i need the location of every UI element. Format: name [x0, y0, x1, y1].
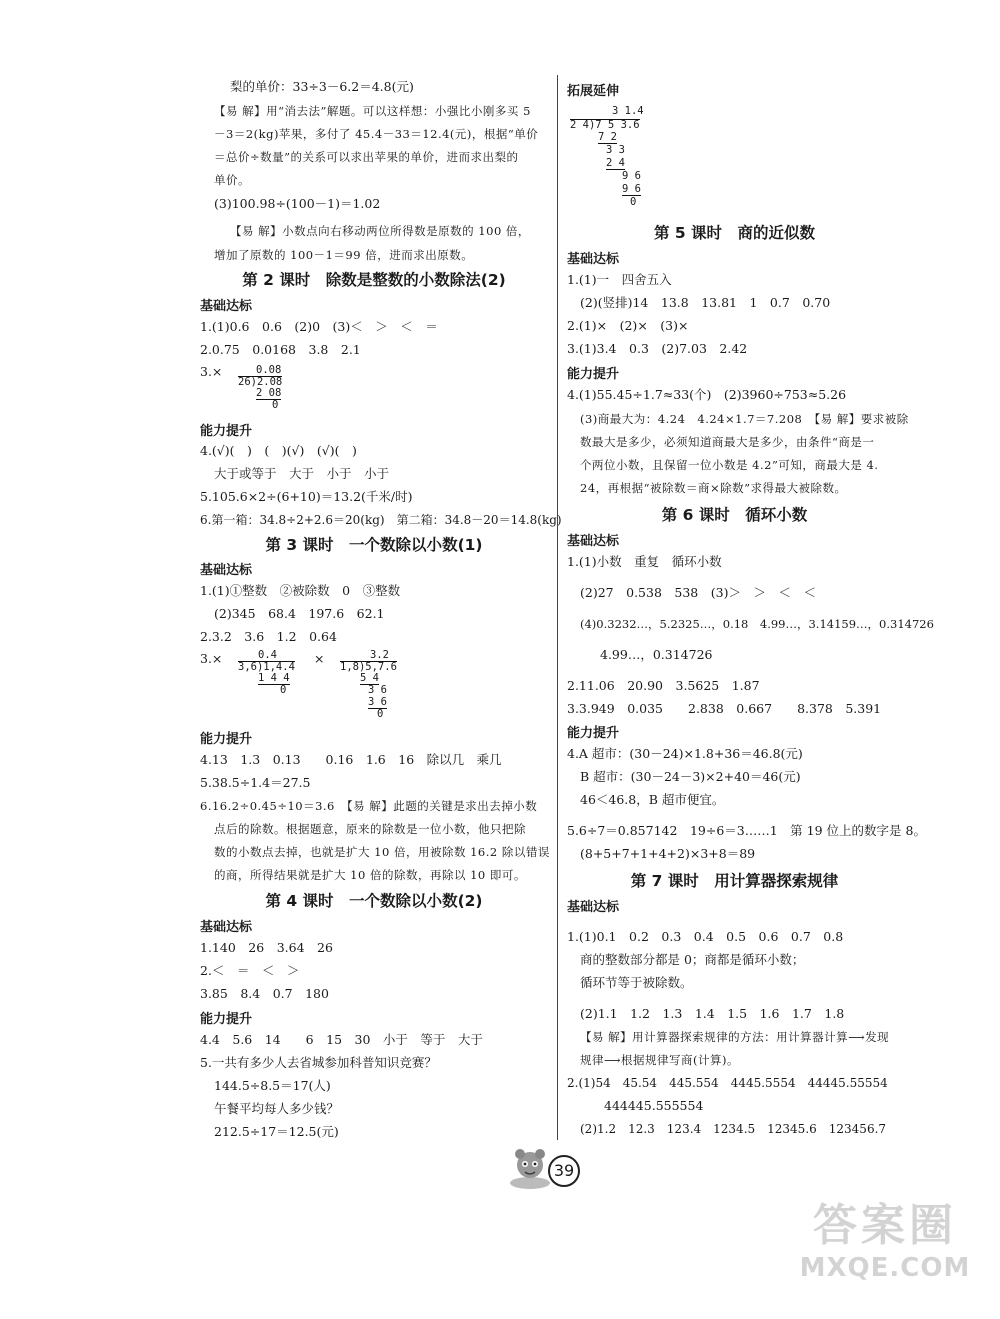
division-quotient: 3 1.4	[612, 105, 644, 117]
answer-line: 商的整数部分都是 0；商都是循环小数；	[580, 952, 805, 967]
section-heading: 能力提升	[200, 424, 253, 439]
division-remainder: 0	[377, 708, 384, 720]
answer-line: 2.(1)× (2)× (3)×	[567, 318, 689, 333]
answer-line: 4.13 1.3 0.13 0.16 1.6 16 除以几 乘几	[200, 752, 502, 767]
division-product: 2 4	[606, 157, 625, 169]
explanation-line: 点后的除数。根据题意，原来的除数是一位小数，他只把除	[214, 822, 526, 836]
answer-line: 1.(1)一 四舍五入	[567, 272, 672, 287]
answer-line: 梨的单价：33÷3－6.2＝4.8(元)	[230, 79, 414, 94]
section-heading: 基础达标	[567, 252, 620, 267]
division-product: 5 4	[360, 672, 379, 684]
explanation-line: －3＝2(kg)苹果，多付了 45.4－33＝12.4(元)，根据“单价	[214, 127, 539, 141]
answer-line: 46＜46.8，B 超市便宜。	[580, 792, 725, 807]
answer-line: 3.3.949 0.035 2.838 0.667 8.378 5.391	[567, 701, 882, 716]
section-heading: 能力提升	[567, 726, 620, 741]
explanation-line: 24，再根据“被除数＝商×除数”求得最大被除数。	[580, 481, 847, 495]
explanation-line: ＝总价÷数量”的关系可以求出苹果的单价，进而求出梨的	[214, 150, 519, 164]
explanation-line: 数的小数点去掉，也就是扩大 10 倍，用被除数 16.2 除以错误	[214, 845, 550, 859]
division-remainder: 0	[272, 399, 279, 411]
answer-line: (2)(竖排)14 13.8 13.81 1 0.7 0.70	[580, 295, 831, 310]
section-heading: 基础达标	[567, 900, 620, 915]
explanation-line: (3)商最大为：4.24 4.24×1.7＝7.208 【易 解】要求被除	[580, 412, 909, 426]
answer-line: 3.×	[200, 364, 223, 379]
answer-line: 4.(1)55.45÷1.7≈33(个) (2)3960÷753≈5.26	[567, 387, 847, 402]
answer-line: 1.(1)小数 重复 循环小数	[567, 554, 722, 569]
answer-line: 1.(1)①整数 ②被除数 0 ③整数	[200, 583, 401, 598]
answer-line: 4.A 超市：(30－24)×1.8+36＝46.8(元)	[567, 746, 803, 761]
explanation-line: 【易 解】小数点向右移动两位所得数是原数的 100 倍，	[230, 224, 530, 238]
mascot-icon	[508, 1145, 552, 1191]
answer-line: 5.105.6×2÷(6+10)＝13.2(千米/时)	[200, 489, 413, 504]
division-quotient: 3.2	[370, 649, 389, 661]
lesson-title: 第 5 课时 商的近似数	[653, 224, 816, 242]
section-heading: 能力提升	[200, 1012, 253, 1027]
explanation-line: 数最大是多少，必须知道商最大是多少，由条件“商是一	[580, 435, 875, 449]
division-quotient: 0.4	[258, 649, 277, 661]
answer-line: (8+5+7+1+4+2)×3+8＝89	[580, 846, 756, 861]
answer-line: (2)1.2 12.3 123.4 1234.5 12345.6 123456.7	[580, 1122, 887, 1136]
answer-line: 2.11.06 20.90 3.5625 1.87	[567, 678, 760, 693]
answer-line: 2.0.75 0.0168 3.8 2.1	[200, 342, 361, 357]
division-product: 9 6	[622, 183, 641, 195]
answer-line: (4)0.3232…，5.2325…，0.18 4.99…，3.14159…，0.314726	[580, 617, 934, 631]
lesson-title: 第 4 课时 一个数除以小数(2)	[265, 892, 483, 910]
division-remainder: 3 3	[606, 144, 625, 156]
answer-line: 444445.555554	[604, 1098, 704, 1113]
answer-line: 212.5÷17＝12.5(元)	[214, 1124, 339, 1139]
lesson-title: 第 6 课时 循环小数	[661, 506, 808, 524]
section-heading: 能力提升	[567, 367, 620, 382]
division-remainder: 0	[280, 684, 287, 696]
explanation-line: 增加了原数的 100－1＝99 倍，进而求出原数。	[214, 248, 474, 262]
answer-line: (2)345 68.4 197.6 62.1	[214, 606, 385, 621]
answer-line: 循环节等于被除数。	[580, 975, 693, 990]
division-remainder: 3 6	[368, 684, 387, 696]
answer-line: 5.一共有多少人去省城参加科普知识竞赛？	[200, 1055, 437, 1070]
answer-line: 1.(1)0.1 0.2 0.3 0.4 0.5 0.6 0.7 0.8	[567, 929, 844, 944]
answer-line: 2.3.2 3.6 1.2 0.64	[200, 629, 337, 644]
answer-mark: ×	[314, 651, 325, 666]
explanation-line: 规律⟶根据规律写商(计算)。	[580, 1053, 739, 1067]
answer-line: 2.(1)54 45.54 445.554 4445.5554 44445.55554	[567, 1076, 888, 1090]
answer-line: (2)1.1 1.2 1.3 1.4 1.5 1.6 1.7 1.8	[580, 1006, 845, 1021]
explanation-line: 6.16.2÷0.45÷10＝3.6 【易 解】此题的关键是求出去掉小数	[200, 799, 538, 813]
explanation-line: 【易 解】用“消去法”解题。可以这样想：小强比小刚多买 5	[214, 104, 531, 118]
answer-line: 4.(√)( ) ( )(√) (√)( )	[200, 443, 357, 458]
answer-line: 4.4 5.6 14 6 15 30 小于 等于 大于	[200, 1032, 483, 1047]
lesson-title: 第 7 课时 用计算器探索规律	[630, 872, 839, 890]
answer-line: 大于或等于 大于 小于 小于	[214, 466, 390, 481]
division-product: 2 08	[256, 387, 282, 399]
answer-line: 3.85 8.4 0.7 180	[200, 986, 329, 1001]
division-remainder: 9 6	[622, 170, 641, 182]
answer-line: 6.第一箱：34.8÷2+2.6＝20(kg) 第二箱：34.8－20＝14.8(kg)	[200, 513, 562, 527]
section-heading: 基础达标	[200, 299, 253, 314]
section-heading: 基础达标	[200, 563, 253, 578]
explanation-line: 个两位小数，且保留一位小数是 4.2”可知，商最大是 4.	[580, 458, 879, 472]
section-heading: 能力提升	[200, 732, 253, 747]
answer-line: 3.×	[200, 651, 223, 666]
answer-line: 5.38.5÷1.4＝27.5	[200, 775, 311, 790]
answer-line: 1.140 26 3.64 26	[200, 940, 333, 955]
section-heading: 基础达标	[200, 920, 253, 935]
answer-line: 144.5÷8.5＝17(人)	[214, 1078, 331, 1093]
lesson-title: 第 2 课时 除数是整数的小数除法(2)	[242, 271, 506, 289]
watermark-logo-text: 答案圈	[813, 1200, 957, 1251]
division-product: 1 4 4	[258, 672, 290, 684]
column-divider	[557, 75, 558, 1140]
answer-line: 3.(1)3.4 0.3 (2)7.03 2.42	[567, 341, 748, 356]
section-heading: 基础达标	[567, 534, 620, 549]
division-dividend: 2 4)7 5 3.6	[570, 119, 640, 131]
watermark	[790, 1189, 980, 1309]
answer-line: 2.＜ ＝ ＜ ＞	[200, 963, 300, 978]
section-heading: 拓展延伸	[567, 84, 620, 99]
answer-line: 5.6÷7＝0.857142 19÷6＝3……1 第 19 位上的数字是 8。	[567, 823, 926, 838]
explanation-line: 单价。	[214, 173, 250, 187]
lesson-title: 第 3 课时 一个数除以小数(1)	[265, 536, 483, 554]
division-quotient: 0.08	[256, 364, 282, 376]
answer-line: (3)100.98÷(100－1)＝1.02	[214, 196, 381, 211]
explanation-line: 的商，所得结果就是扩大 10 倍的除数，再除以 10 即可。	[214, 868, 526, 882]
division-dividend: 26)2.08	[238, 376, 283, 388]
answer-line: 1.(1)0.6 0.6 (2)0 (3)＜ ＞ ＜ ＝	[200, 319, 438, 334]
division-dividend: 3,6)1,4.4	[238, 661, 295, 673]
division-dividend: 1,8)5,7.6	[340, 661, 397, 673]
answer-line: 4.99…，0.314726	[600, 647, 713, 662]
page-number: 39	[548, 1155, 580, 1187]
division-product: 7 2	[598, 131, 617, 143]
explanation-line: 【易 解】用计算器探索规律的方法：用计算器计算⟶发现	[580, 1030, 890, 1044]
division-remainder: 0	[630, 196, 637, 208]
answer-line: (2)27 0.538 538 (3)＞ ＞ ＜ ＜	[580, 585, 816, 600]
answer-line: B 超市：(30－24－3)×2+40＝46(元)	[580, 769, 801, 784]
watermark-site: MXQE.COM	[799, 1253, 971, 1283]
answer-line: 午餐平均每人多少钱？	[214, 1101, 340, 1116]
division-product: 3 6	[368, 696, 387, 708]
